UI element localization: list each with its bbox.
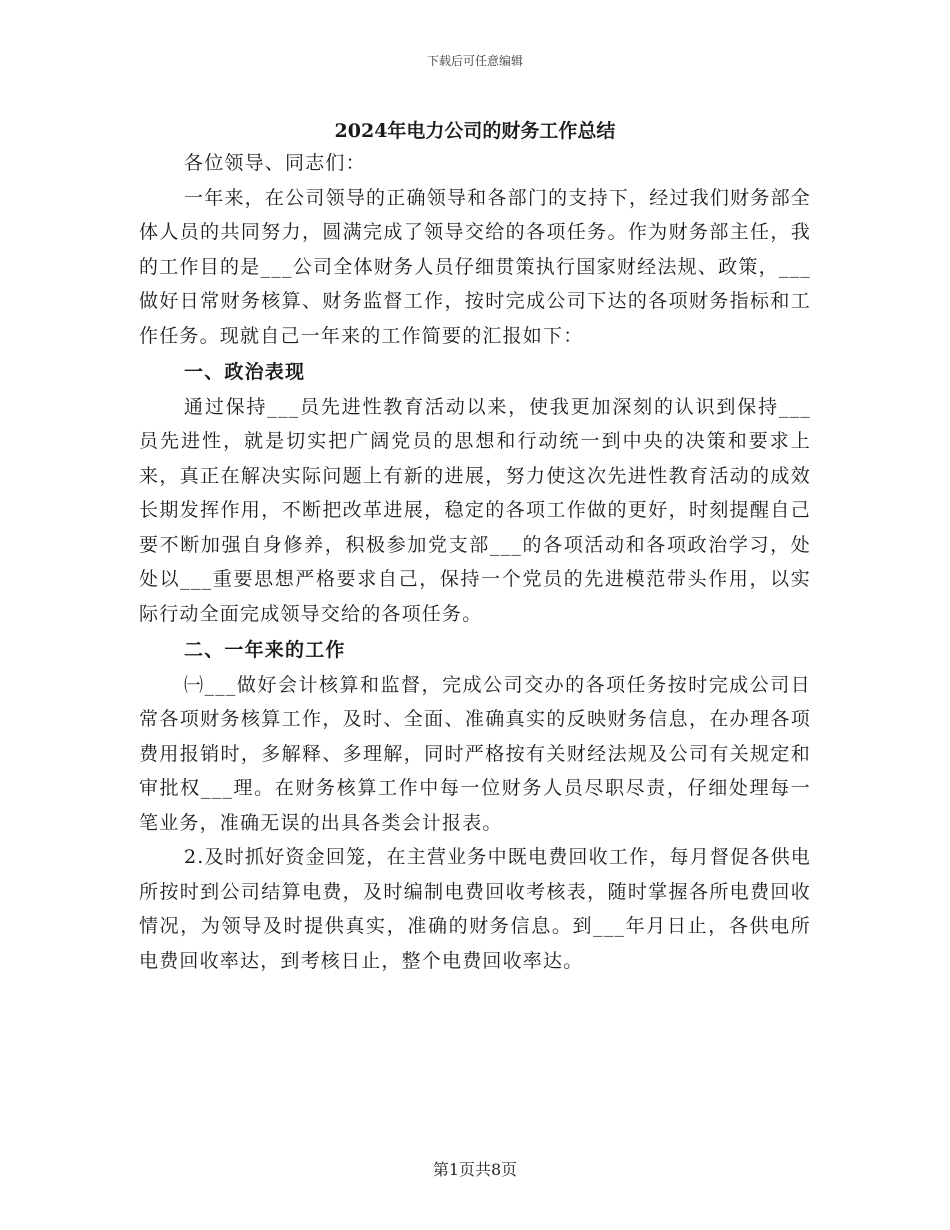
page-footer: 第1页共8页: [432, 1160, 518, 1179]
document-body: [139, 146, 811, 978]
page-title: 2024年电力公司的财务工作总结: [334, 120, 616, 142]
intro-paragraph: 一年来，在公司领导的正确领导和各部门的支持下，经过我们财务部全体人员的共同努力，圆满完成了领导交给的各项任务。作为财务部主任，我的工作目的是___公司全体财务人员仔细贯策执行国家财经法规、政策，___做好日常财务核算、财务监督工作，按时完成公司下达的各项财务指标和工作任务。现就自己一年来的工作简要的汇报如下：: [139, 186, 811, 347]
work-item-funds: 2.及时抓好资金回笼，在主营业务中既电费回收工作，每月督促各供电所按时到公司结算电费，及时编制电费回收考核表，随时掌握各所电费回收情况，为领导及时提供真实，准确的财务信息。到___年月日止，各供电所电费回收率达，到考核日止，整个电费回收率达。: [139, 846, 811, 972]
greeting: 各位领导、同志们：: [184, 152, 366, 174]
header-note: 下载后可任意编辑: [426, 54, 523, 68]
work-item-accounting: ㈠___做好会计核算和监督，完成公司交办的各项任务按时完成公司日常各项财务核算工作，及时、全面、准确真实的反映财务信息，在办理各项费用报销时，多解释、多理解，同时严格按有关财经法规及公司有关规定和审批权___理。在财务核算工作中每一位财务人员尽职尽责，仔细处理每一笔业务，准确无误的出具各类会计报表。: [139, 673, 811, 834]
politics-paragraph: 通过保持___员先进性教育活动以来，使我更加深刻的认识到保持___员先进性，就是切实把广阔党员的思想和行动统一到中央的决策和要求上来，真正在解决实际问题上有新的进展，努力使这次先进性教育活动的成效长期发挥作用，不断把改革进展，稳定的各项工作做的更好，时刻提醒自己要不断加强自身修养，积极参加党支部___的各项活动和各项政治学习，处处以___重要思想严格要求自己，保持一个党员的先进模范带头作用，以实际行动全面完成领导交给的各项任务。: [139, 395, 811, 625]
section-heading-work: 二、一年来的工作: [184, 639, 346, 661]
section-heading-politics: 一、政治表现: [184, 361, 306, 383]
